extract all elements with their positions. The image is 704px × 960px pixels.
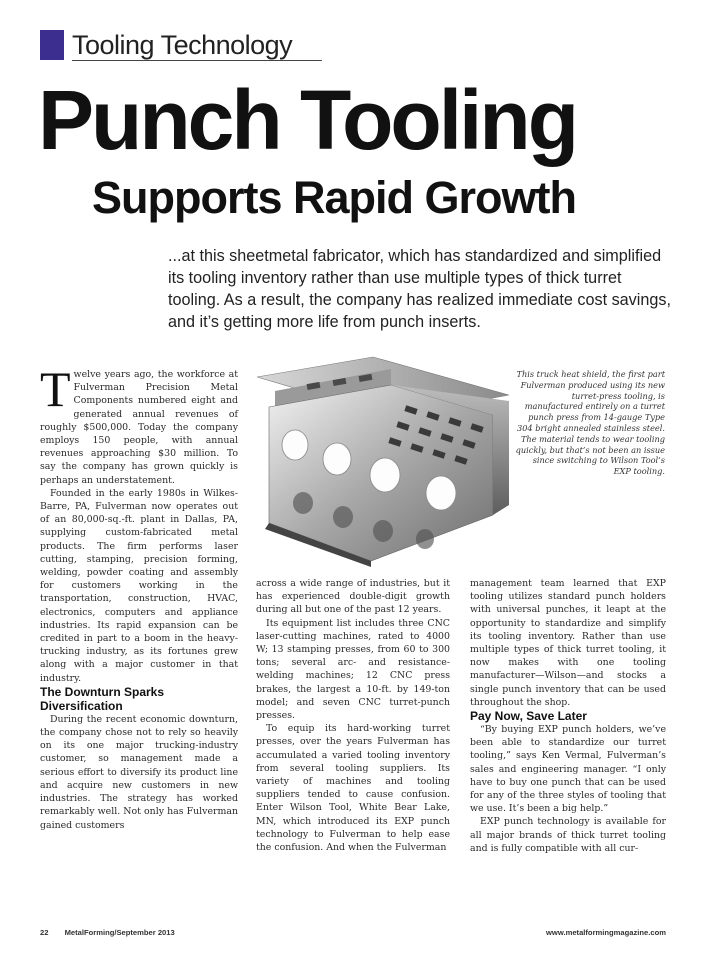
body-paragraph [40, 361, 238, 487]
body-paragraph: “By buying EXP punch holders, we’ve been able to standardize our turret tooling,” says Ken Vermal, Fulverman’s sales and engineering manager. “I only have to buy one punch that can be used for any of the three styles of tooling that we use. It’s been a big help.” [470, 724, 666, 815]
heat-shield-photo [255, 355, 515, 570]
body-paragraph: Its equipment list includes three CNC laser-cutting machines, rated to 4000 W; 13 stamping presses, from 60 to 300 tons; several arc- and resistance-welding machines; 12 CNC press brakes, the largest a 10-ft. by 149-ton model; and seven CNC turret-punch presses. [256, 617, 450, 722]
drop-cap: T [40, 361, 71, 417]
body-paragraph: management team learned that EXP tooling utilizes standard punch holders with universal punches, it leapt at the opportunity to standardize and simplify its tooling inventory. Rather than use multiple types of thick turret tooling, it now makes with one tooling manufacturer—Wilson—and stocks a single punch inventory that can be used throughout the shop. [470, 578, 666, 708]
headline: Punch Tooling [38, 73, 577, 167]
subhead-downturn: The Downturn Sparks Diversification [40, 684, 165, 713]
body-column-2 [256, 577, 450, 854]
photo-caption: This truck heat shield, the first part Fulverman produced using its new turret-press tooling, is manufactured entirely on a turret punch press from 14-gauge Type 304 bright annealed stainless steel. The material tends to wear tooling quickly, but that’s not been an issue since switching to Wilson Tool’s EXP tooling. [515, 369, 665, 477]
section-rule [72, 60, 322, 61]
subhead-pay-now: Pay Now, Save Later [470, 709, 587, 724]
body-paragraph: To equip its hard-working turret presses, over the years Fulverman has accumulated a varied tooling inventory from several tooling suppliers. Its variety of machines and tooling suppliers tended to cause confusion. Enter Wilson Tool, White Bear Lake, MN, which introduced its EXP punch technology to Fulverman to help ease the confusion. And when the Fulverman [256, 723, 450, 854]
body-paragraph: Founded in the early 1980s in Wilkes-Barre, PA, Fulverman now operates out of an 80,000-sq.-ft. plant in Dallas, PA, supplying custom-fabricated metal products. The firm performs laser cutting, stamping, precision forming, welding, powder coating and assembly for customers working in the transportation, construction, HVAC, electronics, computers and appliance industries. Its rapid expansion can be credited in part to a boom in the heavy-trucking industry, as its fortunes grew along with a major customer in that industry. [40, 487, 238, 684]
page-number: 22 [40, 928, 49, 937]
issue-label: MetalForming/September 2013 [64, 928, 175, 937]
subheadline: Supports Rapid Growth [92, 172, 576, 223]
section-tag [40, 28, 292, 62]
body-paragraph: EXP punch technology is available for all major brands of thick turret tooling and is fully compatible with all cur- [470, 816, 666, 854]
page-footer [40, 928, 666, 940]
body-column-3 [470, 577, 666, 855]
article-deck: ...at this sheetmetal fabricator, which has standardized and simplified its tooling inventory rather than use multiple types of thick turret tooling. As a result, the company has realized immediate cost savings, and it’s getting more life from punch inserts. [168, 247, 671, 331]
footer-left [40, 928, 175, 937]
body-paragraph: During the recent economic downturn, the company chose not to rely so heavily on its one major trucking-industry customer, so management made a serious effort to diversify its product line and acquire new customers in new industries. The strategy has worked remarkably well. Not only has Fulverman gained customers [40, 713, 238, 831]
section-label: Tooling Technology [72, 29, 293, 60]
magazine-url[interactable]: www.metalformingmagazine.com [546, 928, 666, 937]
body-paragraph: across a wide range of industries, but it has experienced double-digit growth during all but one of the past 12 years. [256, 578, 450, 616]
body-paragraph-text: welve years ago, the workforce at Fulverman Precision Metal Components numbered eight and generated annual revenues of roughly $500,000. Today the company employs 150 people, with annual revenues approaching $30 million. To say the company has grown quickly is perhaps an understatement. [40, 369, 238, 486]
section-color-square [40, 30, 64, 60]
body-column-1 [40, 361, 238, 832]
